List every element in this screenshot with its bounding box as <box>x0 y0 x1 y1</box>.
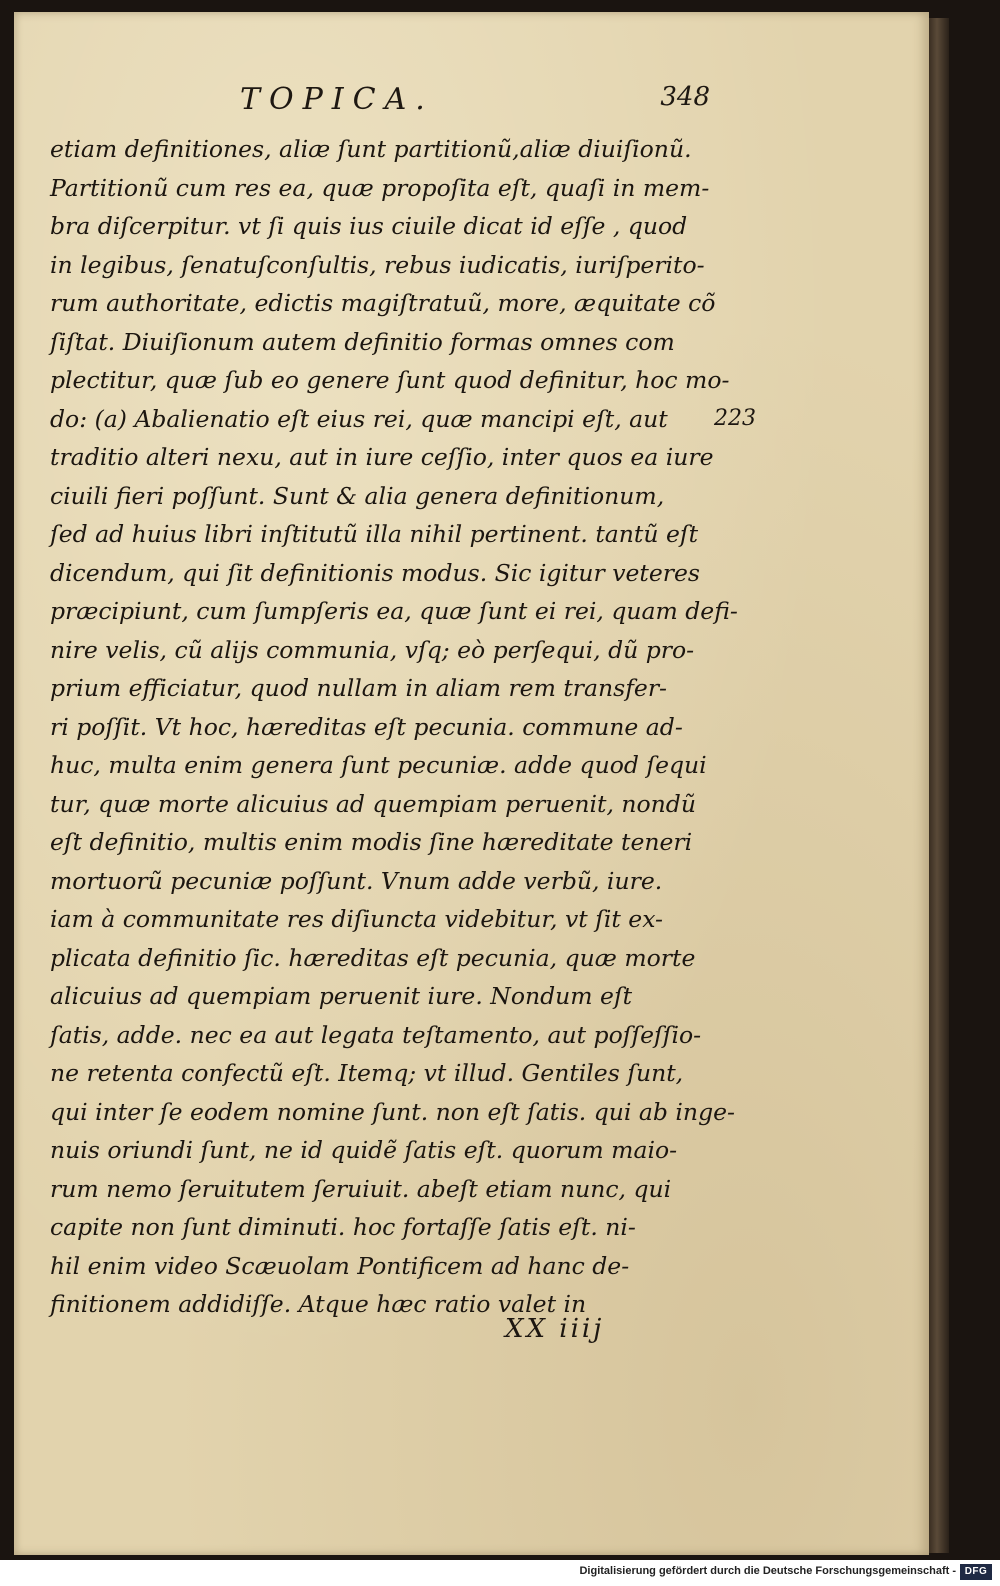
text-line: rum authoritate, edictis magiſtratuũ, more, æquitate cõ <box>50 289 716 317</box>
text-line: plicata definitio ſic. hæreditas eſt pecunia, quæ morte <box>50 943 696 972</box>
footer-credit: Digitalisierung gefördert durch die Deutsche Forschungsgemeinschaft - <box>579 1565 956 1577</box>
text-line: ſiſtat. Diuiſionum autem definitio formas omnes com <box>50 327 675 356</box>
text-line: alicuius ad quempiam peruenit iure. Nondum eſt <box>50 982 633 1010</box>
text-line: huc, multa enim genera ſunt pecuniæ. adde quod ſequi <box>50 751 707 779</box>
dfg-logo-icon: DFG <box>960 1564 992 1580</box>
text-line: tur, quæ morte alicuius ad quempiam peruenit, nondũ <box>50 789 696 818</box>
text-line: nire velis, cũ alijs communia, vſq; eò perſequi, dũ pro- <box>50 635 695 664</box>
text-line: iam à communitate res diſiuncta videbitur, vt ſit ex- <box>50 905 663 933</box>
text-line: eſt definitio, multis enim modis ſine hæreditate teneri <box>50 828 693 856</box>
text-line: ne retenta confectũ eſt. Itemq; vt illud. Gentiles ſunt, <box>50 1059 684 1087</box>
page-header <box>240 82 710 126</box>
text-line: plectitur, quæ ſub eo genere ſunt quod definitur, hoc mo- <box>50 366 730 394</box>
text-line: in legibus, ſenatuſconſultis, rebus iudicatis, iuriſperito- <box>50 250 705 279</box>
text-line: ciuili fieri poſſunt. Sunt & alia genera definitionum, <box>50 481 665 510</box>
text-line: ſatis, adde. nec ea aut legata teſtamento, aut poſſeſſio- <box>50 1020 702 1049</box>
text-line: dicendum, qui ſit definitionis modus. Sic igitur veteres <box>50 558 700 587</box>
text-line: rum nemo ſeruitutem ſeruiuit. abeſt etiam nunc, qui <box>50 1174 672 1203</box>
text-line: nuis oriundi ſunt, ne id quidẽ ſatis eſt. quorum maio- <box>50 1136 678 1164</box>
text-line: capite non ſunt diminuti. hoc fortaſſe ſatis eſt. ni- <box>50 1213 636 1241</box>
page-number: 348 <box>660 82 710 112</box>
margin-note: 223 <box>714 406 756 431</box>
signature-mark: XX iiij <box>505 1314 605 1344</box>
running-title: TOPICA. <box>240 82 434 117</box>
text-line: prium efficiatur, quod nullam in aliam rem transfer- <box>50 674 668 702</box>
text-line: mortuorũ pecuniæ poſſunt. Vnum adde verbũ, iure. <box>50 866 663 895</box>
text-line: finitionem addidiſſe. Atque hæc ratio valet in <box>50 1290 587 1318</box>
text-line: traditio alteri nexu, aut in iure ceſſio, inter quos ea iure <box>50 443 714 471</box>
text-line: præcipiunt, cum ſumpſeris ea, quæ ſunt ei rei, quam defi- <box>50 597 738 625</box>
book-fore-edge <box>929 18 949 1553</box>
text-line: etiam definitiones, aliæ ſunt partitionũ,aliæ diuiſionũ. <box>50 135 692 163</box>
footer-bar <box>0 1560 1000 1586</box>
text-line: qui inter ſe eodem nomine ſunt. non eſt ſatis. qui ab inge- <box>50 1097 735 1126</box>
text-line: ri poſſit. Vt hoc, hæreditas eſt pecunia. commune ad- <box>50 712 683 741</box>
text-line: ſed ad huius libri inſtitutũ illa nihil pertinent. tantũ eſt <box>50 520 699 548</box>
text-line: hil enim video Scæuolam Pontificem ad hanc de- <box>50 1251 630 1280</box>
text-line: do: (a) Abalienatio eſt eius rei, quæ mancipi eſt, aut <box>50 404 668 433</box>
text-line: Partitionũ cum res ea, quæ propoſita eſt, quaſi in mem- <box>50 173 710 202</box>
body-text <box>50 130 740 1324</box>
text-line: bra diſcerpitur. vt ſi quis ius ciuile dicat id eſſe , quod <box>50 212 688 240</box>
